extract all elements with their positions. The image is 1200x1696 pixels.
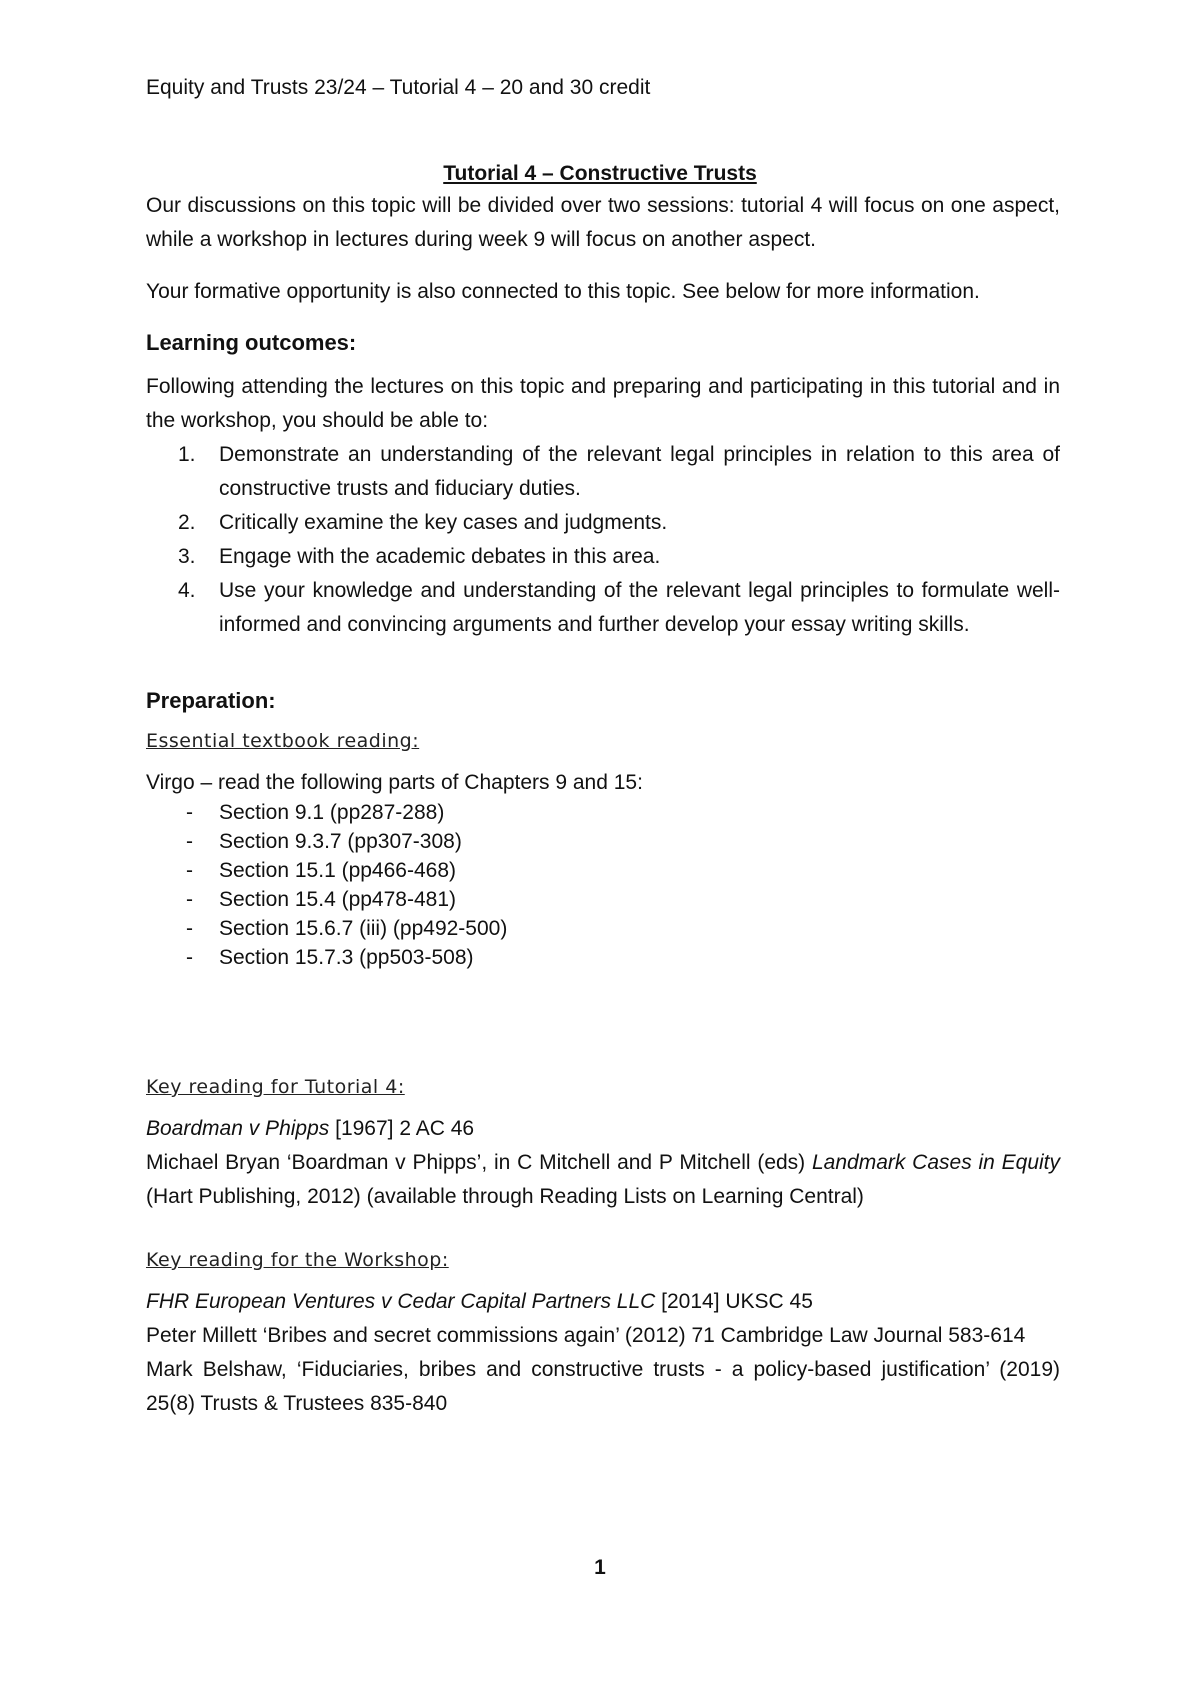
list-item [146,943,1060,972]
list-item-text: Section 15.4 (pp478-481) [219,888,456,911]
reference-text: Michael Bryan ‘Boardman v Phipps’, in C Mitchell and P Mitchell (eds) [146,1151,812,1174]
boardman-reference [146,1112,1060,1146]
fhr-reference [146,1285,1060,1319]
list-item-text: Section 15.6.7 (iii) (pp492-500) [219,917,508,940]
list-item [146,506,1060,540]
formative-paragraph: Your formative opportunity is also connected to this topic. See below for more information. [146,280,980,303]
dash-marker: - [186,946,193,969]
list-item [146,438,1060,506]
list-number: 2. [178,511,196,534]
essential-reading-label: Essential textbook reading: [146,730,420,752]
list-item-text: Section 9.3.7 (pp307-308) [219,830,462,853]
belshaw-reference: Mark Belshaw, ‘Fiduciaries, bribes and constructive trusts - a policy-based justification’ (2019) 25(8) Trusts & Trustees 835-840 [146,1358,1060,1415]
list-item [146,798,1060,827]
workshop-reading-section [146,1243,1060,1421]
list-item-text: Section 15.7.3 (pp503-508) [219,946,474,969]
list-item [146,856,1060,885]
intro-section [146,189,1060,309]
list-item-text: Section 9.1 (pp287-288) [219,801,445,824]
learning-outcomes-heading: Learning outcomes: [146,330,357,355]
list-item-text: Section 15.1 (pp466-468) [219,859,456,882]
list-item [146,827,1060,856]
learning-outcomes-lead: Following attending the lectures on this topic and preparing and participating in this tutorial and in the workshop, you should be able to: [146,375,1060,432]
running-header: Equity and Trusts 23/24 – Tutorial 4 – 20 and 30 credit [146,76,651,99]
learning-outcomes-section [146,326,1060,642]
preparation-section [146,684,1060,972]
preparation-heading: Preparation: [146,688,276,713]
list-item [146,914,1060,943]
case-citation: [1967] 2 AC 46 [329,1117,475,1140]
dash-marker: - [186,888,193,911]
list-number: 4. [178,579,196,602]
list-item [146,574,1060,642]
tutorial-reading-section [146,1070,1060,1214]
reference-text: (Hart Publishing, 2012) (available through Reading Lists on Learning Central) [146,1185,864,1208]
learning-outcomes-list [146,438,1060,642]
intro-paragraph: Our discussions on this topic will be divided over two sessions: tutorial 4 will focus on one aspect, while a workshop in lectures during week 9 will focus on another aspect. [146,194,1060,251]
dash-marker: - [186,830,193,853]
workshop-reading-label: Key reading for the Workshop: [146,1249,449,1271]
millett-reference: Peter Millett ‘Bribes and secret commissions again’ (2012) 71 Cambridge Law Journal 583-614 [146,1324,1026,1347]
book-title: Landmark Cases in Equity [811,1151,1061,1174]
dash-marker: - [186,801,193,824]
list-item [146,885,1060,914]
list-item [146,540,1060,574]
page-number: 1 [594,1556,606,1579]
list-item-text: Demonstrate an understanding of the relevant legal principles in relation to this area of constructive trusts and fiduciary duties. [219,443,1060,500]
bryan-reference [146,1146,1060,1214]
section-list [146,798,1060,972]
dash-marker: - [186,859,193,882]
list-item-text: Engage with the academic debates in this area. [219,545,661,568]
page-title: Tutorial 4 – Constructive Trusts [443,162,757,185]
tutorial-reading-label: Key reading for Tutorial 4: [146,1076,405,1098]
list-number: 3. [178,545,196,568]
list-item-text: Use your knowledge and understanding of the relevant legal principles to formulate well-informed and convincing arguments and further develop your essay writing skills. [219,579,1060,636]
list-number: 1. [178,443,196,466]
case-name: FHR European Ventures v Cedar Capital Partners LLC [146,1290,656,1313]
dash-marker: - [186,917,193,940]
case-name: Boardman v Phipps [146,1117,330,1140]
list-item-text: Critically examine the key cases and judgments. [219,511,668,534]
case-citation: [2014] UKSC 45 [655,1290,813,1313]
virgo-lead: Virgo – read the following parts of Chapters 9 and 15: [146,771,643,794]
